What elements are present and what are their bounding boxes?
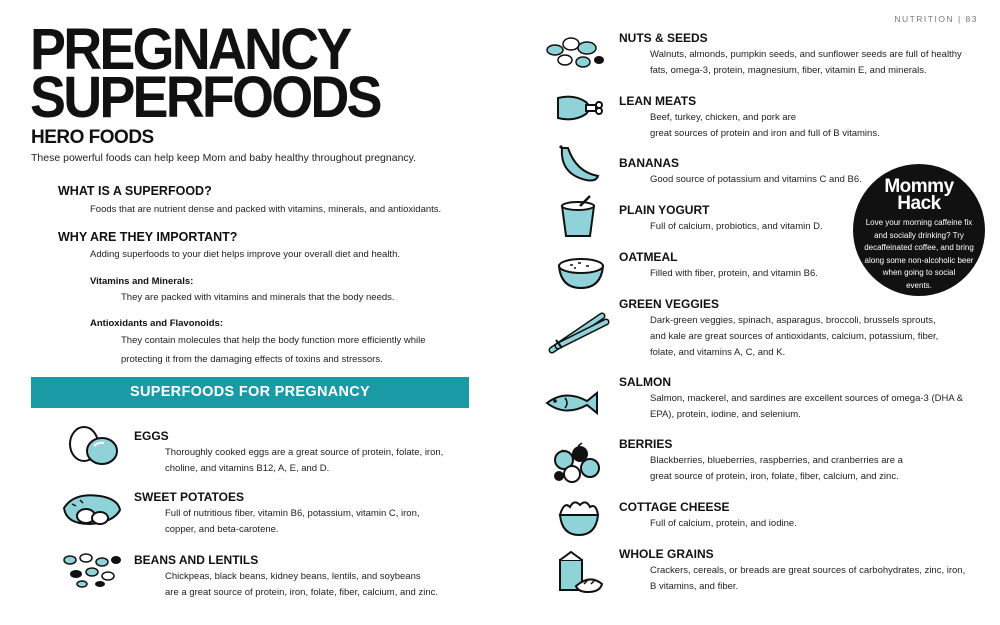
- title-line-1: PREGNANCY: [30, 17, 350, 82]
- what-text: Foods that are nutrient dense and packed with vitamins, minerals, and antioxidants.: [90, 204, 442, 215]
- beans-icon: [60, 550, 126, 590]
- food-name-bananas: BANANAS: [619, 156, 679, 170]
- vitamins-label: Vitamins and Minerals: [90, 276, 191, 287]
- hack-line: and socially drinking? Try: [874, 230, 964, 240]
- food-name-veggies: GREEN VEGGIES: [619, 297, 720, 311]
- food-line: EPA), protein, iodine, and selenium.: [650, 409, 801, 420]
- food-line: Walnuts, almonds, pumpkin seeds, and sunflower seeds are full of healthy: [650, 49, 962, 60]
- food-text-sweet-potatoes: [165, 506, 420, 538]
- antiox-line: They contain molecules that help the body function more efficiently while: [121, 335, 426, 346]
- superfoods-banner: SUPERFOODS FOR PREGNANCY: [31, 377, 469, 408]
- food-text-berries: [650, 453, 903, 485]
- food-line: Filled with fiber, protein, and vitamin B6.: [650, 268, 818, 279]
- food-text-bananas: [650, 172, 862, 188]
- food-line: Chickpeas, black beans, kidney beans, lentils, and soybeans: [165, 571, 421, 582]
- food-name-beans: BEANS AND LENTILS: [134, 553, 259, 567]
- food-name-berries: BERRIES: [619, 437, 673, 451]
- food-text-salmon: [650, 391, 963, 423]
- food-line: Thoroughly cooked eggs are a great source of protein, folate, iron,: [165, 447, 444, 458]
- food-name-salmon: SALMON: [619, 375, 671, 389]
- fish-icon: [537, 388, 603, 418]
- antiox-label: Antioxidants and Flavonoids: [90, 318, 220, 329]
- food-text-cottage-cheese: [650, 516, 797, 532]
- hack-text: [861, 217, 977, 292]
- food-line: Good source of potassium and vitamins C and B6.: [650, 174, 862, 185]
- oatmeal-icon: [556, 252, 606, 292]
- food-name-cottage-cheese: COTTAGE CHEESE: [619, 500, 730, 514]
- food-name-meats: LEAN MEATS: [619, 94, 697, 108]
- food-line: copper, and beta-carotene.: [165, 524, 279, 535]
- food-line: Full of nutritious fiber, vitamin B6, potassium, vitamin C, iron,: [165, 508, 420, 519]
- what-heading: WHAT IS A SUPERFOOD?: [58, 184, 212, 198]
- food-line: Crackers, cereals, or breads are great sources of carbohydrates, zinc, iron,: [650, 565, 966, 576]
- hack-line: when going to social: [882, 268, 956, 277]
- food-name-eggs: EGGS: [134, 429, 169, 443]
- hack-line: along some non-alcoholic beer: [864, 255, 974, 265]
- food-name-oatmeal: OATMEAL: [619, 250, 678, 264]
- running-head: NUTRITION | 83: [894, 14, 978, 24]
- food-line: great source of protein, iron, folate, fiber, calcium, and zinc.: [650, 471, 899, 482]
- hack-line: events.: [906, 280, 932, 290]
- food-line: Full of calcium, probiotics, and vitamin D.: [650, 221, 823, 232]
- banana-icon: [556, 144, 602, 184]
- food-line: Dark-green veggies, spinach, asparagus, broccoli, brussels sprouts,: [650, 315, 936, 326]
- food-line: Full of calcium, protein, and iodine.: [650, 518, 797, 529]
- food-text-yogurt: [650, 219, 823, 235]
- food-line: and kale are great sources of antioxidants, calcium, potassium, fiber,: [650, 331, 939, 342]
- food-line: Salmon, mackerel, and sardines are excellent sources of omega-3 (DHA &: [650, 393, 964, 404]
- antiox-text: [121, 331, 426, 369]
- why-heading: WHY ARE THEY IMPORTANT?: [58, 230, 238, 244]
- food-name-yogurt: PLAIN YOGURT: [619, 203, 710, 217]
- vitamins-block: Vitamins and Minerals:: [90, 276, 194, 287]
- eggs-icon: [64, 424, 122, 468]
- food-line: are a great source of protein, iron, folate, fiber, calcium, and zinc.: [165, 587, 439, 598]
- page-title: [30, 17, 380, 130]
- berries-icon: [550, 442, 604, 486]
- meat-icon: [554, 92, 604, 124]
- food-line: folate, and vitamins A, C, and K.: [650, 347, 786, 358]
- antiox-line: protecting it from the damaging effects of toxins and stressors.: [121, 354, 383, 365]
- hack-title-line: Hack: [897, 193, 941, 214]
- mommy-hack-badge: [853, 164, 985, 296]
- cottage-cheese-icon: [556, 497, 602, 539]
- food-name-grains: WHOLE GRAINS: [619, 547, 714, 561]
- food-line: Blackberries, blueberries, raspberries, and cranberries are a: [650, 455, 903, 466]
- food-text-eggs: [165, 445, 443, 477]
- yogurt-icon: [558, 194, 598, 240]
- antiox-block: Antioxidants and Flavonoids:: [90, 318, 224, 329]
- grains-icon: [554, 548, 606, 594]
- food-text-nuts: [650, 47, 962, 79]
- title-line-2: SUPERFOODS: [30, 65, 380, 130]
- sweet-potato-icon: [58, 488, 124, 530]
- food-line: great sources of protein and iron and full of B vitamins.: [650, 128, 880, 139]
- food-name-sweet-potatoes: SWEET POTATOES: [134, 490, 245, 504]
- food-text-meats: [650, 110, 880, 142]
- food-text-veggies: [650, 313, 938, 361]
- hack-title-line: Mommy: [884, 176, 954, 197]
- subtitle: HERO FOODS: [31, 127, 154, 148]
- food-text-beans: [165, 569, 438, 601]
- hack-title: [853, 178, 985, 212]
- food-line: B vitamins, and fiber.: [650, 581, 739, 592]
- why-text: Adding superfoods to your diet helps improve your overall diet and health.: [90, 249, 400, 260]
- food-line: fats, omega-3, protein, magnesium, fiber, vitamin E, and minerals.: [650, 65, 927, 76]
- food-name-nuts: NUTS & SEEDS: [619, 31, 708, 45]
- intro-text: These powerful foods can help keep Mom and baby healthy throughout pregnancy.: [31, 152, 417, 164]
- food-text-grains: [650, 563, 965, 595]
- food-line: Beef, turkey, chicken, and pork are: [650, 112, 797, 123]
- food-text-oatmeal: [650, 266, 818, 282]
- hack-line: Love your morning caffeine fix: [865, 218, 973, 227]
- food-line: choline, and vitamins B12, A, E, and D.: [165, 463, 330, 474]
- hack-line: decaffeinated coffee, and bring: [864, 243, 974, 252]
- asparagus-icon: [548, 310, 610, 354]
- nuts-icon: [545, 34, 607, 70]
- vitamins-text: They are packed with vitamins and minerals that the body needs.: [121, 292, 395, 303]
